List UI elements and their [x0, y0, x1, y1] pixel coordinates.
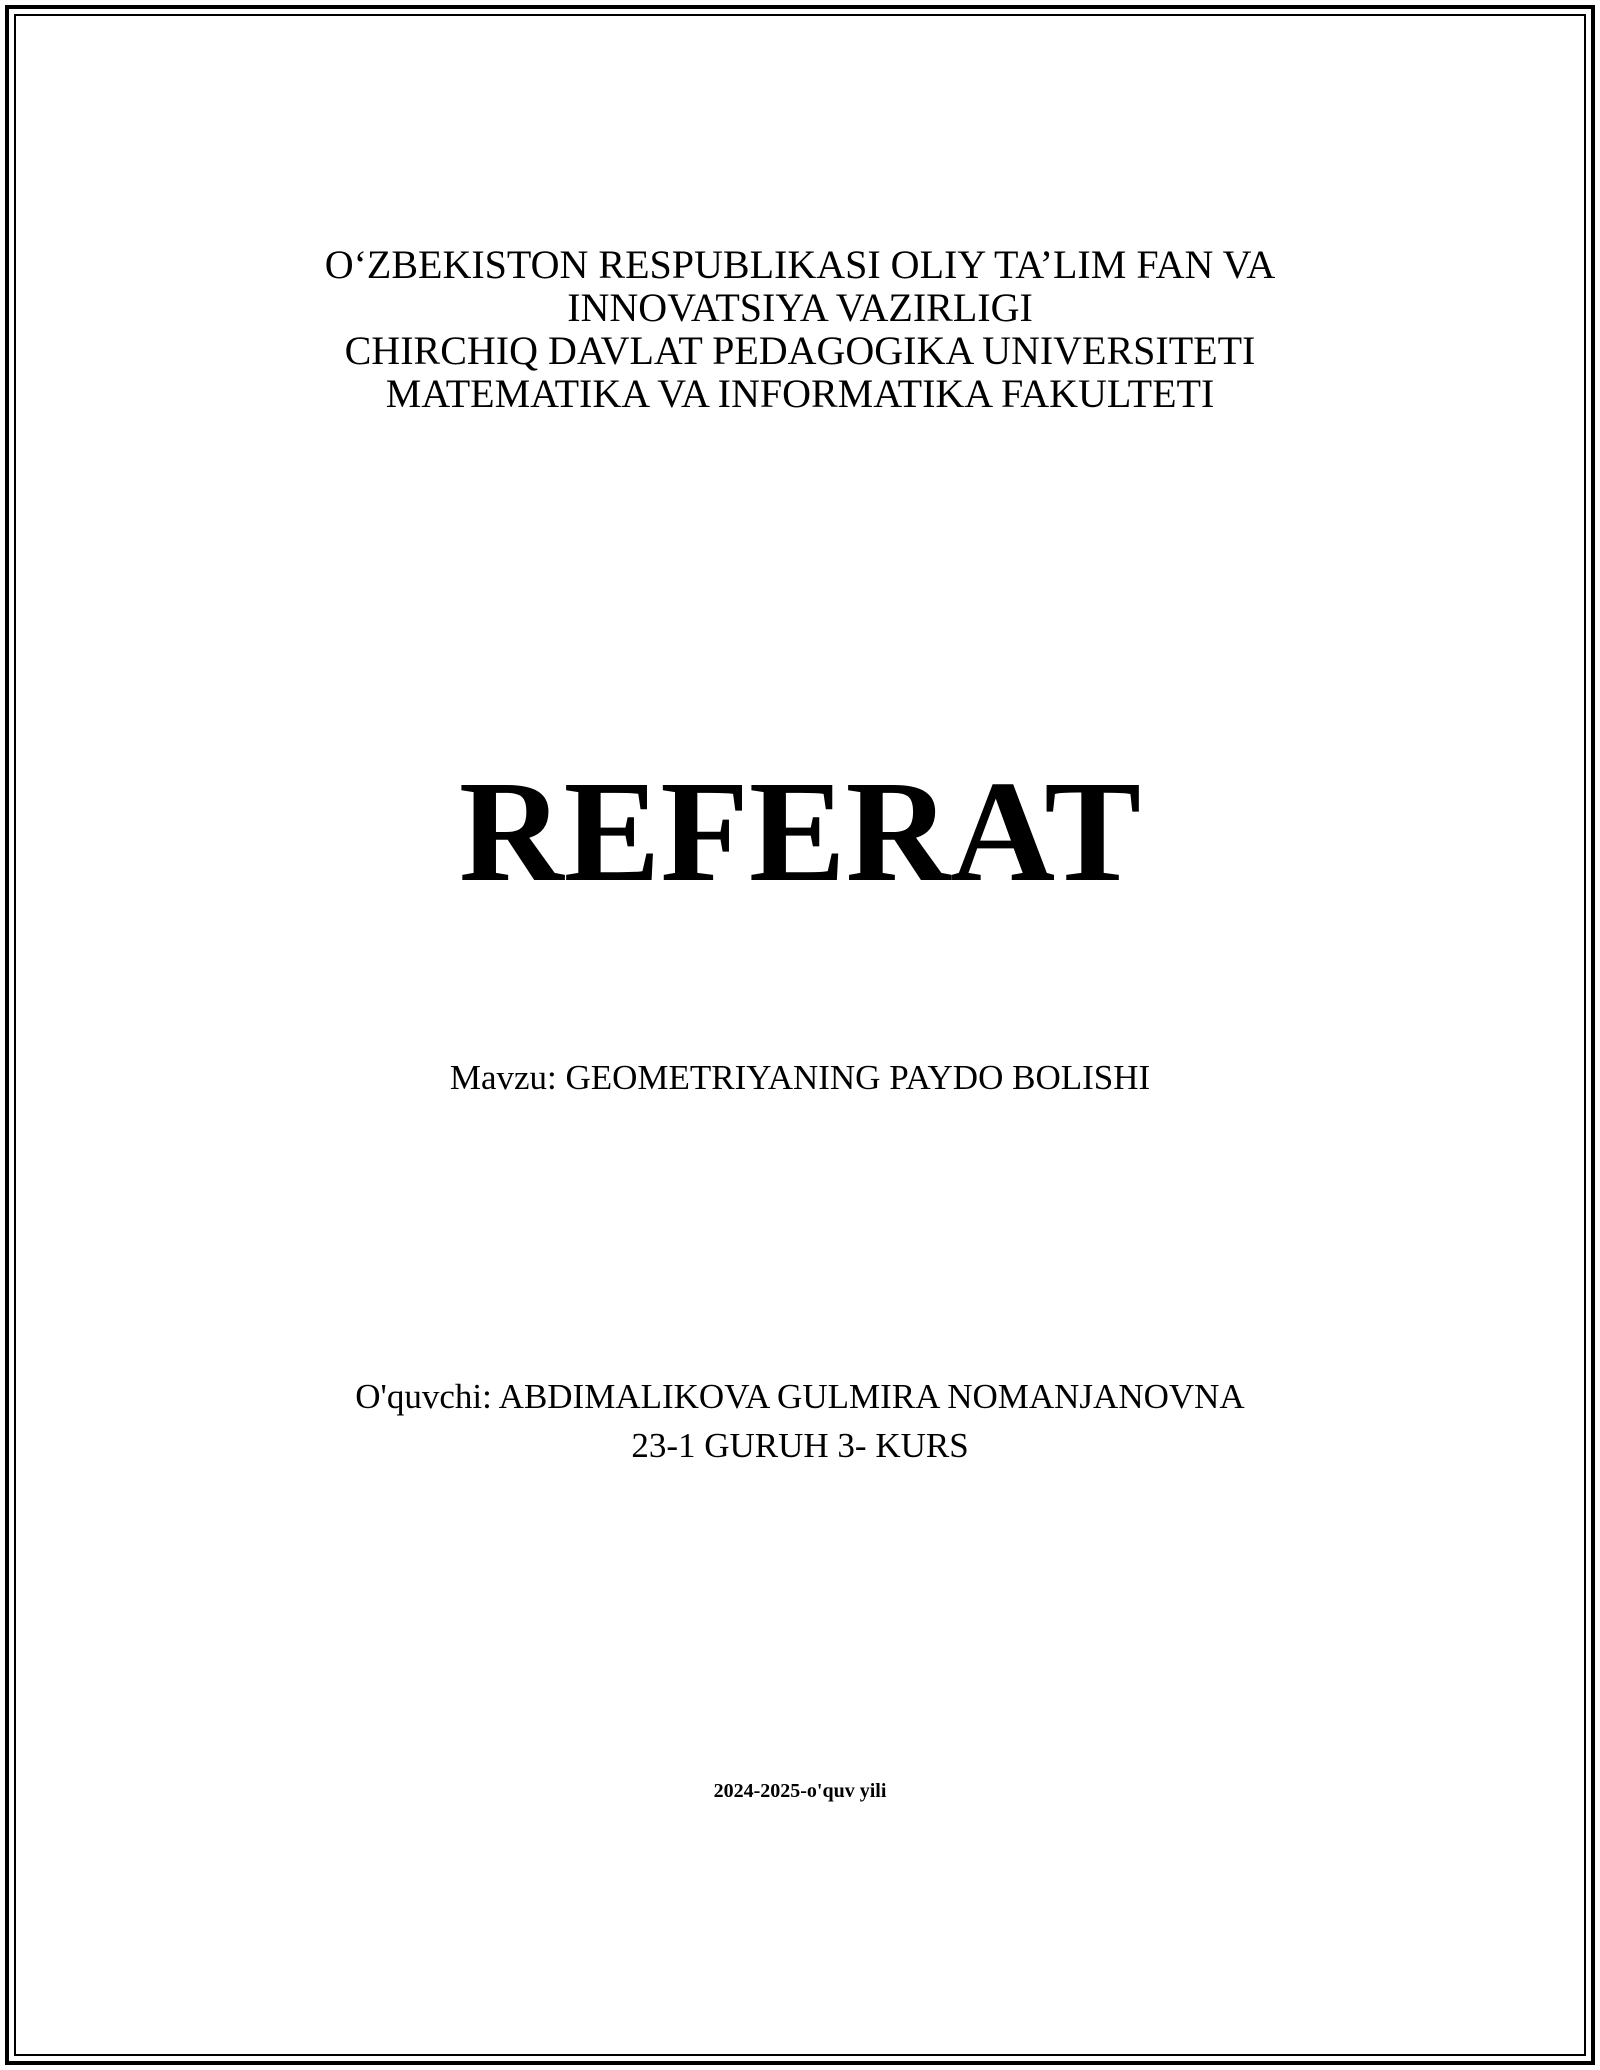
student-name: O'quvchi: ABDIMALIKOVA GULMIRA NOMANJANOVNA [355, 1377, 1245, 1416]
header-line-faculty: MATEMATIKA VA INFORMATIKA FAKULTETI [385, 371, 1215, 416]
institution-header [0, 243, 1600, 415]
header-line-ministry-1: O‘ZBEKISTON RESPUBLIKASI OLIY TA’LIM FAN VA [324, 242, 1276, 287]
subject-line: Mavzu: GEOMETRIYANING PAYDO BOLISHI [449, 1058, 1151, 1097]
header-line-university: CHIRCHIQ DAVLAT PEDAGOGIKA UNIVERSITETI [344, 328, 1256, 373]
student-info [0, 1372, 1600, 1470]
academic-year: 2024-2025-o'quv yili [713, 1780, 887, 1802]
header-line-ministry-2: INNOVATSIYA VAZIRLIGI [567, 285, 1033, 330]
document-title: REFERAT [458, 752, 1142, 912]
student-group: 23-1 GURUH 3- KURS [631, 1426, 969, 1465]
